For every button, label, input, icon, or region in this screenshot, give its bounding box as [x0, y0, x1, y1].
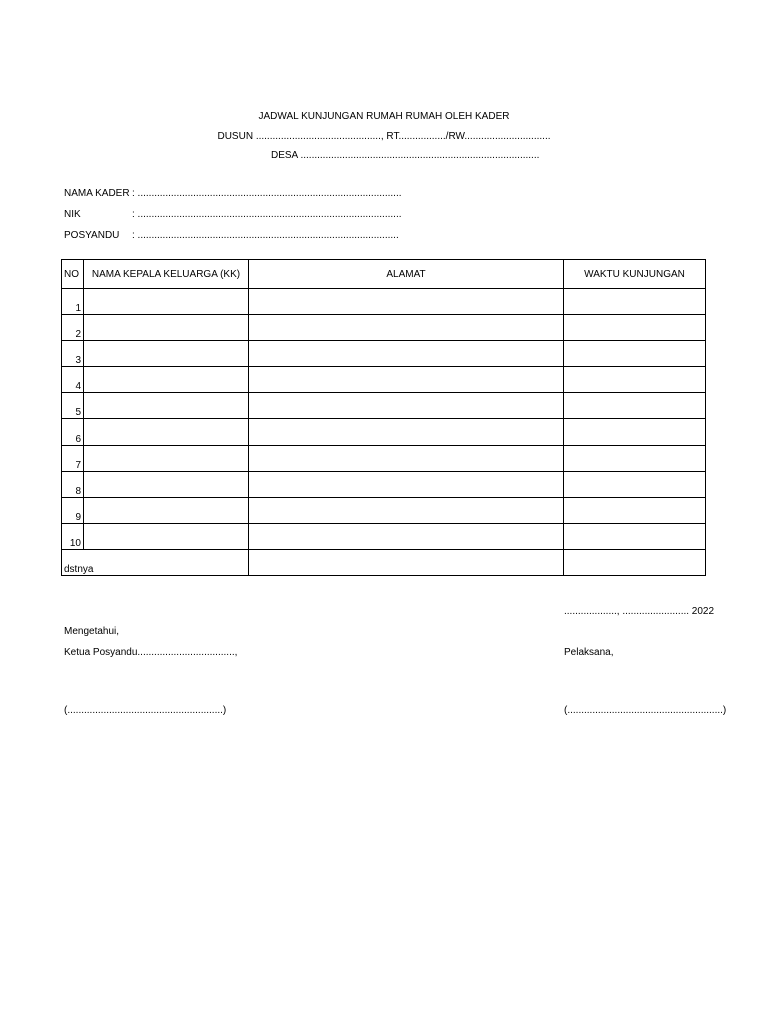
- cell-waktu: [564, 315, 706, 341]
- cell-nama: [84, 315, 249, 341]
- row-number: 2: [62, 315, 84, 341]
- posyandu-value: : ..............................................................................................: [132, 230, 399, 241]
- date-line: ..................., ........................ 2022: [564, 606, 715, 617]
- cell-nama: [84, 289, 249, 315]
- nik-label: NIK: [64, 209, 81, 220]
- cell-alamat: [249, 471, 564, 497]
- row-number: 6: [62, 419, 84, 445]
- document-title: JADWAL KUNJUNGAN RUMAH RUMAH OLEH KADER: [258, 111, 510, 122]
- cell-waktu: [564, 393, 706, 419]
- header-nama-kk: NAMA KEPALA KELUARGA (KK): [84, 260, 249, 289]
- table-row: [62, 315, 706, 341]
- posyandu-label: POSYANDU: [64, 230, 120, 241]
- cell-alamat: [249, 497, 564, 523]
- cell-waktu: [564, 471, 706, 497]
- cell-waktu: [564, 523, 706, 549]
- row-number: 7: [62, 445, 84, 471]
- cell-alamat: [249, 523, 564, 549]
- cell-alamat: [249, 393, 564, 419]
- desa-line: DESA ......................................................................................: [271, 150, 540, 161]
- cell-alamat: [249, 341, 564, 367]
- header-alamat: ALAMAT: [249, 260, 564, 289]
- cell-nama: [84, 419, 249, 445]
- cell-nama: [84, 445, 249, 471]
- row-number: 10: [62, 523, 84, 549]
- table-footer-row: [62, 549, 706, 575]
- cell-alamat: [249, 367, 564, 393]
- right-signature-line: (........................................................): [564, 705, 727, 716]
- left-signature-line: (........................................................): [64, 705, 227, 716]
- cell-waktu: [564, 497, 706, 523]
- cell-alamat: [249, 549, 564, 575]
- nama-kader-value: : ...............................................................................................: [132, 188, 402, 199]
- row-number: 4: [62, 367, 84, 393]
- cell-alamat: [249, 419, 564, 445]
- row-number: 8: [62, 471, 84, 497]
- table-row: [62, 289, 706, 315]
- table-row: [62, 471, 706, 497]
- cell-nama: [84, 497, 249, 523]
- dstnya-label: dstnya: [62, 549, 249, 575]
- cell-alamat: [249, 289, 564, 315]
- cell-nama: [84, 393, 249, 419]
- table-row: [62, 445, 706, 471]
- cell-nama: [84, 367, 249, 393]
- cell-waktu: [564, 367, 706, 393]
- header-no: NO: [62, 260, 84, 289]
- table-row: [62, 341, 706, 367]
- mengetahui-text: Mengetahui,: [64, 626, 120, 637]
- visit-schedule-table: [61, 259, 706, 576]
- table-row: [62, 367, 706, 393]
- table-row: [62, 419, 706, 445]
- cell-nama: [84, 341, 249, 367]
- cell-alamat: [249, 315, 564, 341]
- row-number: 3: [62, 341, 84, 367]
- cell-nama: [84, 523, 249, 549]
- table-row: [62, 393, 706, 419]
- ketua-posyandu-text: Ketua Posyandu...................................,: [64, 647, 238, 658]
- nama-kader-label: NAMA KADER: [64, 188, 130, 199]
- cell-waktu: [564, 341, 706, 367]
- table-row: [62, 523, 706, 549]
- cell-waktu: [564, 549, 706, 575]
- cell-alamat: [249, 445, 564, 471]
- row-number: 5: [62, 393, 84, 419]
- table-header-row: [62, 260, 706, 289]
- cell-nama: [84, 471, 249, 497]
- dusun-line: DUSUN ............................................., RT................./RW...............................: [217, 131, 551, 142]
- row-number: 9: [62, 497, 84, 523]
- pelaksana-text: Pelaksana,: [564, 647, 614, 658]
- cell-waktu: [564, 445, 706, 471]
- cell-waktu: [564, 289, 706, 315]
- cell-waktu: [564, 419, 706, 445]
- table-row: [62, 497, 706, 523]
- header-waktu-kunjungan: WAKTU KUNJUNGAN: [564, 260, 706, 289]
- row-number: 1: [62, 289, 84, 315]
- nik-value: : ...............................................................................................: [132, 209, 402, 220]
